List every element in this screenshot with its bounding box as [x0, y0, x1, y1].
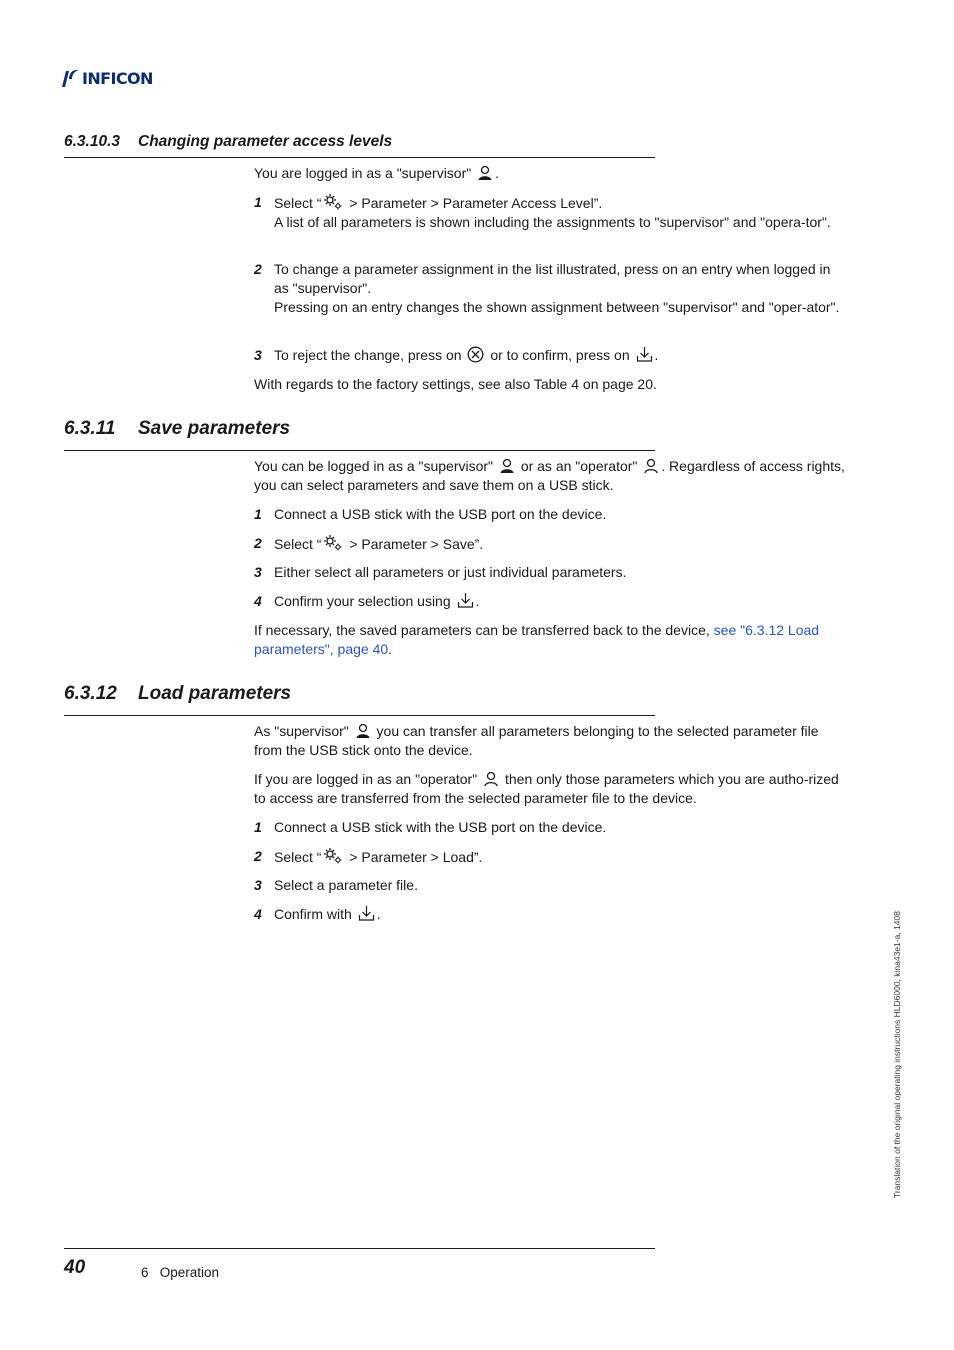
step-item [254, 505, 846, 524]
step-text: Select “ [274, 195, 322, 211]
step-number: 1 [254, 194, 262, 210]
step-end: . [475, 593, 480, 609]
factory-settings-note: With regards to the factory settings, see also Table 4 on page 20. [254, 376, 657, 392]
intro-paragraph [254, 164, 846, 183]
settings-gears-icon [323, 534, 343, 552]
step-text: A list of all parameters is shown including the assignments to "supervisor" and "opera-tor". [274, 214, 831, 230]
heading-rule [64, 157, 655, 158]
step-text: Select a parameter file. [274, 877, 418, 893]
load-parameters-link[interactable]: see "6.3.12 Load parameters", page 40 [254, 622, 820, 657]
footer-rule [64, 1248, 655, 1249]
step-item [254, 534, 846, 554]
step-item [254, 193, 846, 232]
translation-side-note: Translation of the original operating instructions HLD6000, kina43e1-a, 1408 [892, 911, 902, 1198]
step-end: . [376, 906, 381, 922]
step-text: Confirm with [274, 906, 352, 922]
note-text: If necessary, the saved parameters can be transferred back to the device, [254, 622, 714, 638]
step-item [254, 818, 846, 837]
section-heading-6-3-10-3 [64, 132, 392, 151]
intro-text: You are logged in as a "supervisor" [254, 165, 472, 181]
chapter-label: 6 Operation [141, 1265, 220, 1280]
step-text: Connect a USB stick with the USB port on the device. [274, 506, 607, 522]
transfer-note [254, 621, 846, 659]
supervisor-user-icon [355, 723, 371, 739]
para-text: If you are logged in as an "operator" [254, 771, 478, 787]
step-text: > Parameter > Parameter Access Level”. [345, 195, 603, 211]
intro-text: . Regardless of access rights, you can select parameters and save them on a USB stick. [254, 458, 845, 493]
supervisor-paragraph [254, 722, 846, 760]
step-number: 2 [254, 261, 262, 277]
confirm-download-icon [358, 905, 375, 922]
operator-user-icon [643, 458, 659, 474]
section-title: Changing parameter access levels [138, 133, 393, 150]
note-end: . [388, 641, 393, 657]
step-number: 1 [254, 506, 262, 522]
step-text: Select “ [274, 849, 322, 865]
confirm-download-icon [457, 592, 474, 609]
step-item [254, 563, 846, 582]
step-number: 2 [254, 848, 262, 864]
step-text: Select “ [274, 536, 322, 552]
step-item [254, 592, 846, 611]
step-item [254, 905, 846, 924]
heading-rule [64, 450, 655, 451]
intro-text: or as an "operator" [520, 458, 638, 474]
brand-name: INFICON [82, 68, 153, 88]
intro-text: You can be logged in as a "supervisor" [254, 458, 494, 474]
settings-gears-icon [323, 193, 343, 211]
step-number: 3 [254, 564, 262, 580]
intro-paragraph [254, 457, 846, 495]
section-number: 6.3.10.3 [64, 133, 121, 150]
section-heading-6-3-11 [64, 419, 290, 438]
step-number: 3 [254, 347, 262, 363]
para-text: As "supervisor" [254, 723, 349, 739]
supervisor-user-icon [477, 165, 493, 181]
step-text: Either select all parameters or just individual parameters. [274, 564, 627, 580]
section-heading-6-3-12 [64, 684, 291, 703]
step-text: To reject the change, press on [274, 347, 462, 363]
operator-user-icon [483, 771, 499, 787]
inficon-logo [60, 66, 153, 90]
step-text: Connect a USB stick with the USB port on the device. [274, 819, 607, 835]
step-item [254, 876, 846, 895]
step-text: Pressing on an entry changes the shown assignment between "supervisor" and "oper-ator". [274, 299, 840, 315]
step-number: 3 [254, 877, 262, 893]
step-item [254, 260, 846, 317]
page-number: 40 [64, 1257, 86, 1278]
step-item [254, 847, 846, 867]
intro-end: . [495, 165, 500, 181]
para-text: then only those parameters which you are autho-rized to access are transferred from the selected parameter file to the device. [254, 771, 839, 806]
step-text: To change a parameter assignment in the list illustrated, press on an entry when logged in as "supervisor". [274, 261, 831, 296]
section-number: 6.3.12 [64, 683, 117, 704]
step-end: . [654, 347, 659, 363]
step-number: 4 [254, 906, 262, 922]
reject-circle-x-icon [467, 346, 484, 363]
section-title: Load parameters [138, 683, 292, 704]
step-number: 2 [254, 535, 262, 551]
step-text: or to confirm, press on [490, 347, 630, 363]
heading-rule [64, 715, 655, 716]
step-text: > Parameter > Load”. [345, 849, 483, 865]
supervisor-user-icon [499, 458, 515, 474]
section-title: Save parameters [138, 418, 291, 439]
inficon-logo-mark-icon [60, 67, 80, 89]
para-text: you can transfer all parameters belonging to the selected parameter file from the USB stick onto the device. [254, 723, 819, 758]
step-item [254, 346, 846, 365]
step-text: Confirm your selection using [274, 593, 451, 609]
operator-paragraph [254, 770, 846, 808]
step-number: 1 [254, 819, 262, 835]
step-number: 4 [254, 593, 262, 609]
confirm-download-icon [636, 346, 653, 363]
section-number: 6.3.11 [64, 418, 116, 439]
settings-gears-icon [323, 847, 343, 865]
step-text: > Parameter > Save”. [345, 536, 484, 552]
